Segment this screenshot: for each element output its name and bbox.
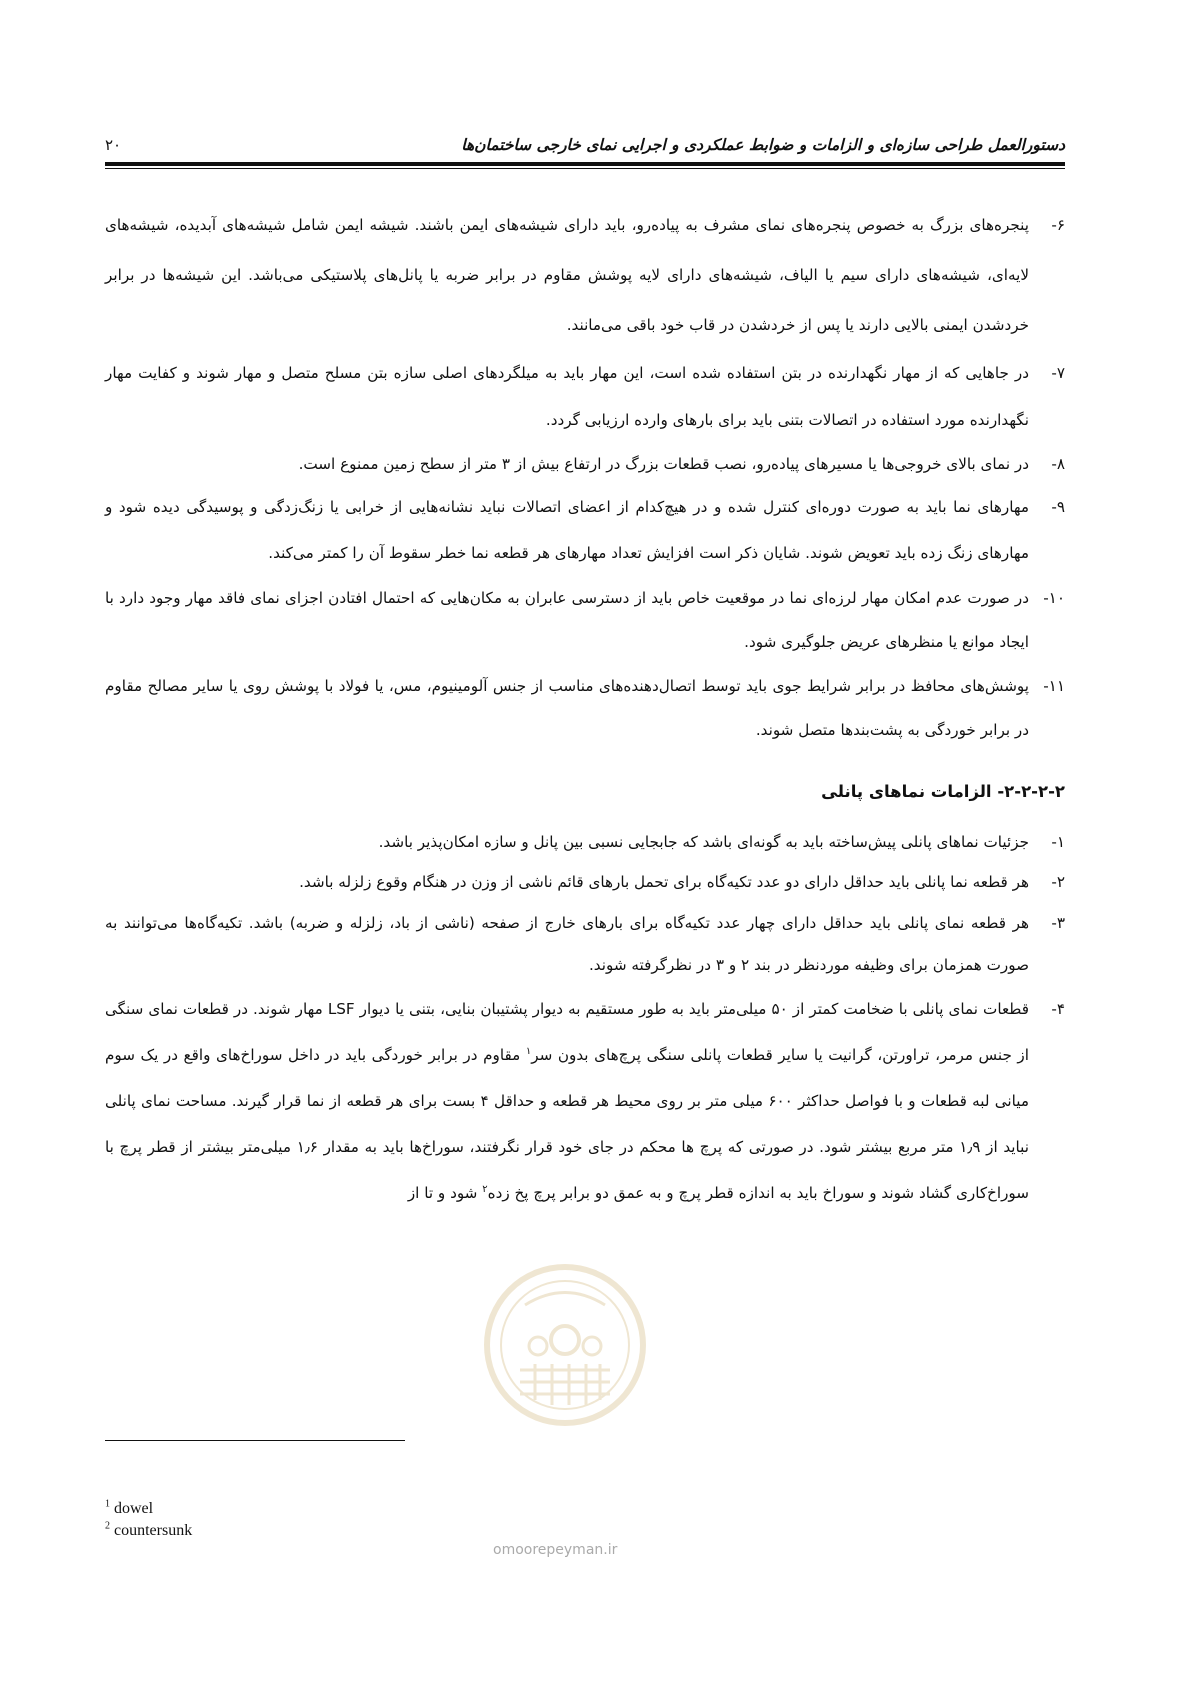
- item-number: ۱۱-: [1043, 677, 1065, 695]
- item-text: در نمای بالای خروجی‌ها یا مسیرهای پیاده‌رو، نصب قطعات بزرگ در ارتفاع بیش از ۳ متر از سطح زمین ممنوع است.: [298, 455, 1029, 473]
- item-number: ۱-: [1051, 833, 1065, 851]
- item-number: ۳-: [1051, 914, 1065, 932]
- running-title: دستورالعمل طراحی سازه‌ای و الزامات و ضوابط عملکردی و اجرایی نمای خارجی ساختمان‌ها: [461, 136, 1065, 154]
- numbered-list-requirements: [105, 200, 1065, 752]
- item-text: در جاهایی که از مهار نگهدارنده در بتن استفاده شده است، این مهار باید به میلگردهای اصلی سازه بتن مسلح متصل و مهار شوند و کفایت مهار نگهدارنده مورد استفاده در اتصالات بتنی باید برای بارهای وارده ارزیابی گردد.: [105, 364, 1029, 429]
- item-text-part: قطعات نمای پانلی با ضخامت کمتر از ۵۰ میلی‌متر باید به طور مستقیم به دیوار پشتیبان بنایی، بتنی یا دیوار LSF مهار شوند. در قطعات نمای سنگی از جنس مرمر، تراورتن، گرانیت یا سایر قطعات پانلی سنگی پرچ‌های بدون سر: [105, 1000, 1029, 1064]
- item-number: ۱۰-: [1043, 589, 1065, 607]
- item-text: پنجره‌های بزرگ به خصوص پنجره‌های نمای مشرف به پیاده‌رو، باید دارای شیشه‌های ایمن باشند. شیشه ایمن شامل شیشه‌های آبدیده، شیشه‌های لایه‌ای، شیشه‌های دارای سیم یا الیاف، شیشه‌های دارای لایه پوشش مقاوم در برابر ضربه یا پانل‌های پلاستیکی می‌باشد. این شیشه‌ها در برابر خردشدن ایمنی بالایی دارند یا پس از خردشدن در قاب خود باقی می‌مانند.: [105, 216, 1029, 334]
- item-number: ۷-: [1051, 364, 1065, 382]
- watermark-url: omoorepeyman.ir: [493, 1542, 618, 1558]
- footnote-text: countersunk: [110, 1522, 193, 1539]
- section-heading: ۲-۲-۲-۲- الزامات نماهای پانلی: [821, 782, 1065, 801]
- item-number: ۲-: [1051, 873, 1065, 891]
- watermark-seal: [480, 1260, 650, 1430]
- item-text: هر قطعه نما پانلی باید حداقل دارای دو عدد تکیه‌گاه برای تحمل بارهای قائم ناشی از وزن در هنگام وقوع زلزله باشد.: [299, 873, 1029, 891]
- footnotes: [105, 1498, 192, 1542]
- header-rule-thin: [105, 168, 1065, 169]
- item-text: مهارهای نما باید به صورت دوره‌ای کنترل شده و در هیچ‌کدام از اعضای اتصالات نباید نشانه‌هایی از خرابی یا زنگ‌زدگی و پوسیدگی دیده شود و مهارهای زنگ زده باید تعویض شوند. شایان ذکر است افزایش تعداد مهارهای هر قطعه نما خطر سقوط آن را کمتر می‌کند.: [105, 498, 1029, 562]
- footnote-separator: [105, 1440, 405, 1441]
- list-item: [105, 986, 1065, 1216]
- list-item: [105, 484, 1065, 576]
- item-number: ۸-: [1051, 455, 1065, 473]
- item-text: جزئیات نماهای پانلی پیش‌ساخته باید به گونه‌ای باشد که جابجایی نسبی بین پانل و سازه امکان‌پذیر باشد.: [378, 833, 1029, 851]
- list-item: [105, 350, 1065, 444]
- footnote: [105, 1520, 192, 1542]
- item-text-part: مقاوم در برابر خوردگی باید در داخل سوراخ‌های واقع در یک سوم میانی لبه قطعات و با فواصل حداکثر ۶۰۰ میلی متر بر روی محیط هر قطعه و حداقل ۴ بست برای هر قطعه از نما قرار گیرند. مساحت نمای پانلی نباید از ۱٫۹ متر مربع بیشتر شود. در صورتی که پرچ ها محکم در جای خود قرار نگرفتند، سوراخ‌ها باید به مقدار ۱٫۶ میلی‌متر بیشتر از قطر پرچ با سوراخ‌کاری گشاد شوند و سوراخ باید به اندازه قطر پرچ و به عمق دو برابر پرچ پخ زده: [105, 1046, 1029, 1202]
- footnote-ref: ۲: [482, 1183, 488, 1195]
- list-item: [105, 200, 1065, 350]
- list-item: [105, 862, 1065, 902]
- item-text: هر قطعه نمای پانلی باید حداقل دارای چهار عدد تکیه‌گاه برای بارهای خارج از صفحه (ناشی از باد، زلزله و ضربه) باشد. تکیه‌گاه‌ها می‌توانند به صورت همزمان برای وظیفه موردنظر در بند ۲ و ۳ در نظرگرفته شوند.: [105, 914, 1029, 974]
- list-item: [105, 664, 1065, 752]
- item-number: ۹-: [1051, 498, 1065, 516]
- item-text: [105, 986, 1029, 1216]
- page-body: [105, 200, 1065, 1216]
- footnote-ref: ۱: [525, 1045, 532, 1057]
- item-text-part: شود و تا از: [407, 1184, 483, 1202]
- footnote-mark: 1: [105, 1498, 110, 1510]
- list-item: [105, 444, 1065, 484]
- footnote-text: dowel: [110, 1500, 154, 1517]
- footnote: [105, 1498, 192, 1520]
- item-text: در صورت عدم امکان مهار لرزه‌ای نما در موقعیت خاص باید از دسترسی عابران به مکان‌هایی که احتمال افتادن اجزای نمای فاقد مهار وجود دارد با ایجاد موانع یا منظرهای عریض جلوگیری شود.: [105, 589, 1029, 651]
- list-item: [105, 902, 1065, 986]
- item-number: ۶-: [1051, 216, 1065, 234]
- item-number: ۴-: [1051, 1000, 1065, 1018]
- list-item: [105, 576, 1065, 664]
- list-item: [105, 822, 1065, 862]
- page-number: ۲۰: [105, 136, 122, 154]
- header-rule-thick: [105, 162, 1065, 166]
- page-header: [105, 124, 1065, 154]
- item-text: پوشش‌های محافظ در برابر شرایط جوی باید توسط اتصال‌دهنده‌های مناسب از جنس آلومینیوم، مس، یا فولاد با پوشش روی یا سایر مصالح مقاوم در برابر خوردگی به پشت‌بندها متصل شوند.: [105, 677, 1029, 739]
- footnote-mark: 2: [105, 1520, 110, 1532]
- numbered-list-panel-facades: [105, 822, 1065, 1216]
